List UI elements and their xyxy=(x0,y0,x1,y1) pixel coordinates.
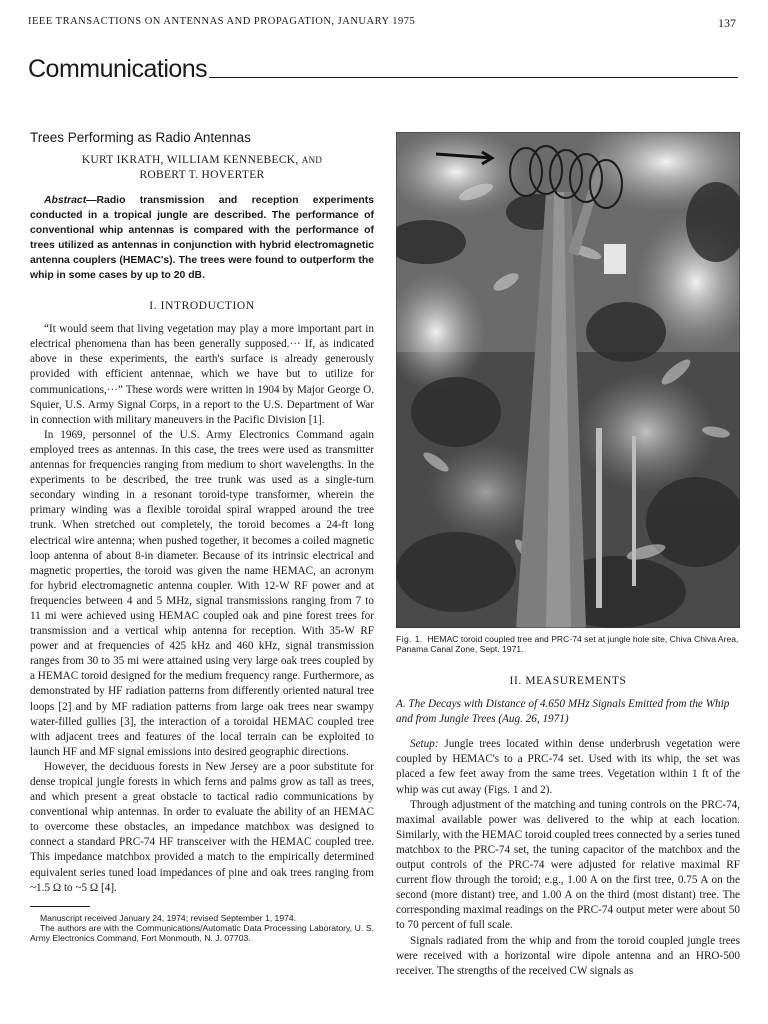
subsection-heading-a: A. The Decays with Distance of 4.650 MHz Signals Emitted from the Whip and from Jungle Trees (Aug. 26, 1971) xyxy=(396,698,730,726)
figure-caption-text: HEMAC toroid coupled tree and PRC-74 set at jungle hole site, Chiva Chiva Area, Panama Canal Zone, Sept. 1971. xyxy=(396,634,739,654)
intro-paragraph: In 1969, personnel of the U.S. Army Electronics Command again employed trees as antennas. In this case, the trees were used as transmitter antennas for frequencies ranging from medium to short wavelengths. In the experiments to be described, the tree trunk was used as a single-turn secondary winding in a resonant toroid-type transformer, wherein the primary winding was a flexible toroidal spiral wrapped around the tree trunk. When stretched out completely, the toroid becomes a 24-ft long electrical wire antenna; when pushed together, it becomes a coiled magnetic loop antenna of about 8-in diameter. Because of its intrinsic electrical and magnetic properties, the toroid was given the name HEMAC, an acronym for hybrid electromagnetic antenna coupler. With 12-W RF power and at frequencies between 4 and 5 MHz, signal transmissions ranging from 7 to 11 mi were achieved using HEMAC coupled oak and pine forest trees for transmission and a vertical whip antenna for reception. With 35-W RF power and at frequencies of 425 kHz and 460 kHz, signal transmission ranges from 30 to 35 mi were attained using very large oak trees coupled by a HEMAC toroid designed for the medium frequency range. Furthermore, as demonstrated by HF radiation patterns from differently oriented natural tree loops [2] and by MF radiation patterns from large oak trees near swampy water-filled gullies [3], the interaction of a toroidal HEMAC coupled tree with adjacent trees and features of the local terrain can be exploited to launch HF and MF signal emissions into desired geographic directions. xyxy=(30,428,374,758)
section-banner xyxy=(28,48,738,82)
authors-and: AND xyxy=(301,155,323,166)
section-heading-introduction: I. INTRODUCTION xyxy=(149,300,255,313)
setup-text: Jungle trees located within dense underbrush vegetation were coupled by HEMAC's to a PRC-74 set. Used with its whip, the set was placed a few feet away from the same trees. Vegetation within 1 ft of the whip was cut away (Figs. 1 and 2). xyxy=(396,738,740,796)
page-number: 137 xyxy=(718,16,736,30)
banner-rule xyxy=(209,77,738,78)
paper-title: Trees Performing as Radio Antennas xyxy=(30,130,251,145)
intro-paragraph: However, the deciduous forests in New Jersey are a poor substitute for dense tropical jungle forests in which ferns and palms grow as tall as trees, and which present a great obstacle to tactical radio communications by conventional whip antennas. In order to evaluate the ability of an HEMAC to overcome these obstacles, an impedance matchbox was designed to connect a standard PRC-74 HF transceiver with the HEMAC coupled tree. This impedance matchbox provided a match to the empirically determined equivalent series tuned load impedances of pine and oak trees ranging from ~1.5 Ω to ~5 Ω [4]. xyxy=(30,760,374,894)
measurement-paragraph xyxy=(396,737,740,797)
left-column xyxy=(30,130,374,944)
measurement-paragraph: Signals radiated from the whip and from the toroid coupled jungle trees were received with a horizontal wire dipole antenna and an HRO-500 receiver. The strengths of the received CW signals as xyxy=(396,934,740,977)
figure-1-caption xyxy=(396,634,740,654)
abstract-label: Abstract xyxy=(44,195,87,207)
section-heading-measurements: II. MEASUREMENTS xyxy=(509,675,627,687)
journal-name: IEEE TRANSACTIONS ON ANTENNAS AND PROPAGATION, JANUARY 1975 xyxy=(28,16,416,27)
footnote-manuscript: Manuscript received January 24, 1974; revised September 1, 1974. xyxy=(40,912,297,923)
footnote-rule xyxy=(30,906,90,907)
intro-paragraph: “It would seem that living vegetation may play a more important part in electrical phenomena than has been generally supposed.··· If, as indicated above in these experiments, the earth's surface is already generously provided with efficient antennae, which we have but to utilize for communications,···” These words were written in 1904 by Major George O. Squier, U.S. Army Signal Corps, in a report to the U.S. Department of War in connection with military maneuvers in the Pacific Division [1]. xyxy=(30,323,374,426)
right-column xyxy=(396,132,740,979)
authors-line-1: KURT IKRATH, WILLIAM KENNEBECK, xyxy=(81,154,299,167)
figure-label: Fig. 1. xyxy=(396,634,423,644)
abstract-text: —Radio transmission and reception experiments conducted in a tropical jungle are described. The performance of conventional whip antennas is compared with the performance of trees utilized as antennas in conjunction with hybrid electromagnetic antenna couplers (HEMAC's). The trees were found to outperform the whip in some cases by up to 20 dB. xyxy=(30,195,374,282)
figure-1-photo xyxy=(396,132,740,628)
abstract xyxy=(30,193,374,283)
setup-label: Setup: xyxy=(410,738,439,751)
measurement-paragraph: Through adjustment of the matching and tuning controls on the PRC-74, maximal available power was delivered to the whip at each location. Similarly, with the HEMAC toroid coupled trees connected by a series tuned matchbox to the PRC-74 set, the tuning capacitor of the matchbox and the output controls of the PRC-74 were adjusted for relative maximal RF current flow through the toroid; e.g., 1.00 A on the first tree, 0.75 A on the second (more distant) tree, and 1.00 A on the third (most distant) tree. The corresponding maximal readings on the PRC-74 output meter were about 50 to 70 percent of full scale. xyxy=(396,798,740,932)
banner-title: Communications xyxy=(28,55,208,83)
running-header xyxy=(28,16,736,32)
authors-line-2: ROBERT T. HOVERTER xyxy=(139,169,265,182)
footnote-affiliation: The authors are with the Communications/Automatic Data Processing Laboratory, U. S. Army Electronics Command, Fort Monmouth, N. J. 07703. xyxy=(30,923,374,944)
author-list xyxy=(30,153,374,183)
jungle-tree-photo-image xyxy=(396,132,740,628)
